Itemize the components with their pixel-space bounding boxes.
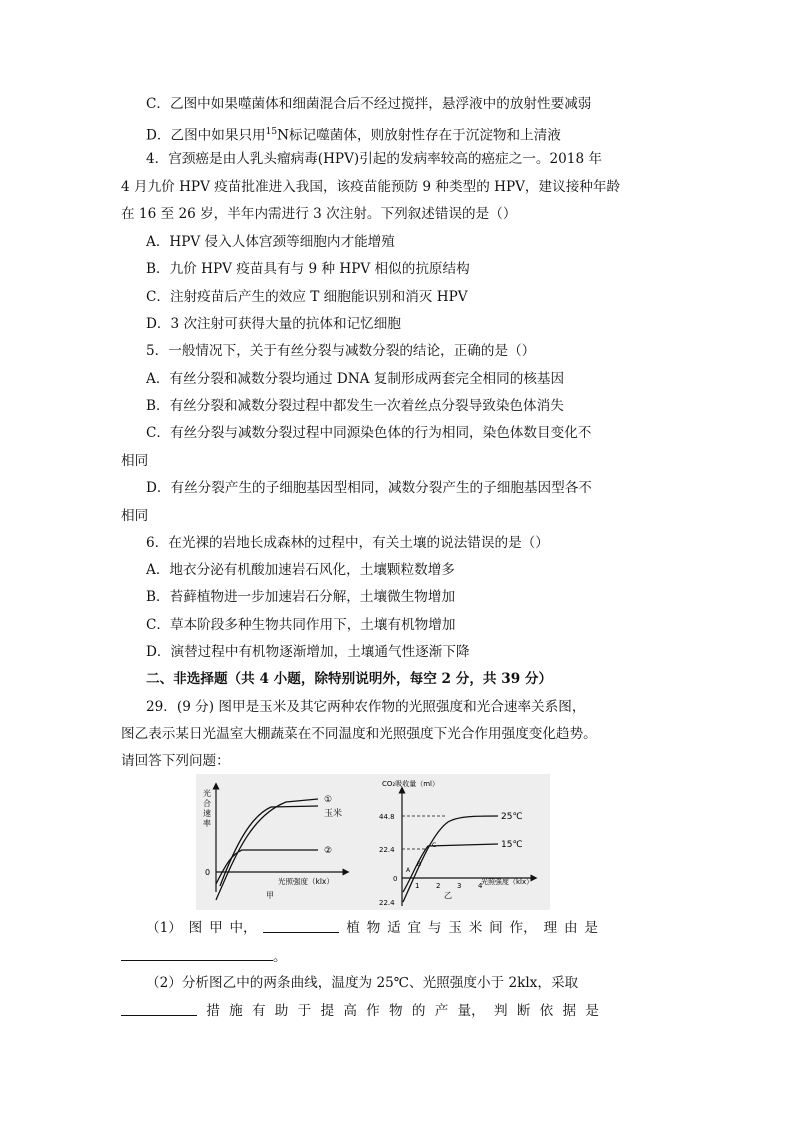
s1-word: 由: [563, 920, 578, 936]
graph-yi: [379, 779, 534, 907]
s1-word: 与: [427, 920, 442, 936]
q3-option-d-sup: 15: [265, 127, 278, 137]
section-2-heading: 二、非选择题（共 4 小题，除特别说明外，每空 2 分，共 39 分）: [146, 671, 553, 687]
q3-option-c: C．乙图中如果噬菌体和细菌混合后不经过搅拌，悬浮液中的放射性要减弱: [146, 96, 592, 112]
q4-option-c: C．注射疫苗后产生的效应 T 细胞能识别和消灭 HPV: [146, 289, 468, 305]
s2-word: 断: [516, 1003, 531, 1019]
answer-blank-3[interactable]: [121, 1001, 197, 1016]
yi-ylabel: CO₂吸收量（ml）: [382, 780, 439, 788]
s2-word: 提: [320, 1003, 335, 1019]
s1-word: 植: [346, 920, 360, 936]
s2-word: 产: [434, 1003, 449, 1019]
yi-point-a: A: [406, 867, 411, 874]
q4-stem-line-2: 4 月九价 HPV 疫苗批准进入我国，该疫苗能预防 9 种类型的 HPV，建议接种年龄: [121, 179, 621, 195]
sub-question-1-line-1: [146, 918, 598, 938]
yi-ytick-0: 0: [393, 875, 398, 883]
q6-option-b: B．苔藓植物进一步加速岩石分解，土壤微生物增加: [146, 589, 456, 605]
s1-word: 中，: [229, 920, 257, 936]
jia-ylabel-3: 速: [203, 809, 211, 818]
s2-word: 量，: [457, 1003, 485, 1019]
s1-word: 物: [366, 920, 381, 936]
yi-xtick-1: 1: [415, 882, 420, 890]
s1-word: 米: [468, 920, 483, 936]
s1-word: 玉: [448, 920, 462, 936]
q3-option-d-text-a: D．乙图中如果只用: [146, 127, 266, 144]
yi-point-c: C: [432, 842, 437, 849]
s2-word: 于: [297, 1003, 312, 1019]
s2-word: 作: [366, 1003, 380, 1019]
s2-word: 据: [562, 1003, 577, 1019]
jia-xlabel: 光照强度（klx）: [278, 877, 334, 886]
q4-option-b: B．九价 HPV 疫苗具有与 9 种 HPV 相似的抗原结构: [146, 261, 470, 277]
q5-option-d-line-1: D．有丝分裂产生的子细胞基因型相同，减数分裂产生的子细胞基因型各不: [146, 480, 592, 496]
s1-word: 甲: [209, 920, 223, 936]
q6-option-a: A．地衣分泌有机酸加速岩石风化，土壤颗粒数增多: [146, 562, 455, 578]
q5-stem: 5．一般情况下，关于有丝分裂与减数分裂的结论，正确的是（）: [146, 343, 536, 359]
s1-end: 。: [273, 949, 287, 965]
jia-label-corn: 玉米: [324, 809, 343, 819]
q4-option-d: D．3 次注射可获得大量的抗体和记忆细胞: [146, 316, 401, 332]
answer-blank-2[interactable]: [121, 946, 273, 961]
q4-stem-line-1: 4．宫颈癌是由人乳头瘤病毒(HPV)引起的发病率较高的癌症之一。2018 年: [146, 151, 603, 167]
s2-word: 施: [229, 1003, 243, 1019]
s2-word: 高: [343, 1003, 357, 1019]
yi-ytick-1: 44.8: [379, 813, 395, 821]
s1-word: 图: [188, 920, 203, 936]
s1-word: 作，: [509, 920, 537, 936]
s1-word: 宜: [407, 920, 422, 936]
jia-label-2: ②: [324, 846, 333, 856]
yi-xtick-2: 2: [436, 882, 441, 890]
s2-word: 是: [585, 1003, 599, 1019]
q29-figure-svg: [196, 774, 550, 910]
q5-option-c-line-1: C．有丝分裂与减数分裂过程中同源染色体的行为相同，染色体数目变化不: [146, 425, 592, 441]
sub-question-2-line-1: （2）分析图乙中的两条曲线，温度为 25℃、光照强度小于 2klx，采取: [146, 975, 579, 991]
yi-xtick-4: 4: [478, 882, 483, 890]
yi-ytick-neg: 22.4: [379, 899, 395, 907]
jia-ylabel-4: 率: [203, 819, 211, 828]
q3-option-d: [146, 122, 561, 146]
q4-stem-line-3: 在 16 至 26 岁，半年内需进行 3 次注射。下列叙述错误的是（）: [121, 206, 517, 222]
q6-option-c: C．草本阶段多种生物共同作用下，土壤有机物增加: [146, 617, 456, 633]
q29-stem-line-3: 请回答下列问题：: [121, 753, 230, 769]
s2-word: 助: [274, 1003, 289, 1019]
yi-xlabel: 光照强度（klx）: [481, 878, 534, 886]
yi-series-15: 15℃: [501, 840, 523, 850]
s2-word: 物: [389, 1003, 403, 1019]
jia-curve-corn: [220, 806, 318, 886]
sub-question-2-line-2: [121, 1001, 599, 1021]
q29-stem-line-2: 图乙表示某日光温室大棚蔬菜在不同温度和光照强度下光合作用强度变化趋势。: [121, 726, 597, 742]
s2-word: 依: [539, 1003, 554, 1019]
s1-word: （1）: [146, 920, 182, 936]
yi-point-b: B: [417, 861, 422, 868]
yi-caption: 乙: [444, 891, 452, 900]
sub-question-1-line-2: [121, 946, 287, 967]
q6-stem: 6．在光裸的岩地长成森林的过程中，有关土壤的说法错误的是（）: [146, 535, 549, 551]
s1-word: 适: [387, 920, 401, 936]
s1-word: 理: [543, 920, 558, 936]
yi-ytick-2: 22.4: [379, 846, 395, 854]
q6-option-d: D．演替过程中有机物逐渐增加，土壤通气性逐渐下降: [146, 644, 470, 660]
q5-option-b: B．有丝分裂和减数分裂过程中都发生一次着丝点分裂导致染色体消失: [146, 398, 564, 414]
jia-origin: 0: [205, 868, 211, 877]
s1-word: 是: [584, 920, 598, 936]
q3-option-d-text-b: N标记噬菌体，则放射性存在于沉淀物和上清液: [277, 127, 561, 144]
jia-caption: 甲: [266, 891, 274, 900]
jia-label-1: ①: [324, 795, 333, 805]
s2-word: 的: [411, 1003, 426, 1019]
s2-word: 措: [206, 1003, 220, 1019]
graph-jia: [203, 786, 346, 900]
q29-stem-line-1: 29．(9 分) 图甲是玉米及其它两种农作物的光照强度和光合速率关系图，: [146, 699, 586, 715]
q5-option-c-line-2: 相同: [121, 453, 149, 469]
answer-blank-1[interactable]: [263, 918, 339, 933]
jia-ylabel-2: 合: [203, 799, 211, 808]
jia-ylabel-1: 光: [203, 789, 211, 798]
s2-word: 判: [493, 1003, 508, 1019]
q4-option-a: A．HPV 侵入人体宫颈等细胞内才能增殖: [146, 234, 395, 250]
q29-figure: [196, 774, 550, 910]
q5-option-a: A．有丝分裂和减数分裂均通过 DNA 复制形成两套完全相同的核基因: [146, 371, 565, 387]
q5-option-d-line-2: 相同: [121, 508, 149, 524]
s2-word: 有: [251, 1003, 266, 1019]
yi-series-25: 25℃: [501, 812, 523, 822]
s1-word: 间: [489, 920, 503, 936]
yi-xtick-3: 3: [457, 882, 462, 890]
